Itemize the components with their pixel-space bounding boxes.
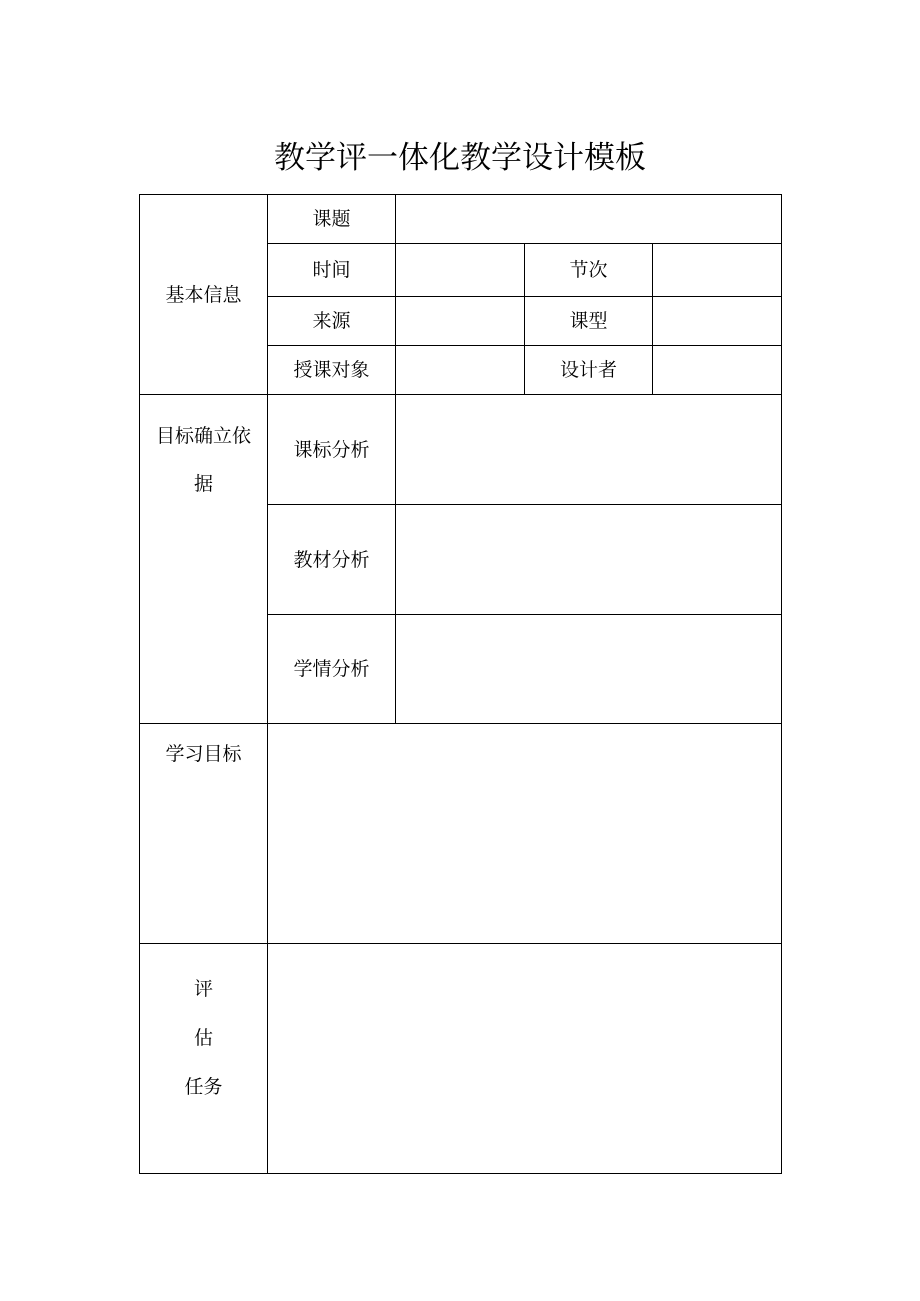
assessment-value xyxy=(268,1058,781,1059)
topic-value-cell[interactable] xyxy=(396,195,782,244)
table-row xyxy=(140,195,782,244)
learning-goals-value-cell[interactable] xyxy=(268,724,782,944)
time-value xyxy=(396,270,524,271)
textbook-analysis-label: 教材分析 xyxy=(268,505,396,615)
audience-label: 授课对象 xyxy=(268,346,396,395)
learning-goals-section-cell xyxy=(140,724,268,944)
topic-value xyxy=(396,219,781,220)
learner-analysis-label: 学情分析 xyxy=(268,615,396,724)
period-label: 节次 xyxy=(525,244,653,297)
lesson-type-value xyxy=(653,321,781,322)
basic-info-section-label: 基本信息 xyxy=(140,195,268,395)
audience-value xyxy=(396,370,524,371)
source-label: 来源 xyxy=(268,297,396,346)
learner-analysis-value-cell[interactable] xyxy=(396,615,782,724)
assessment-label-line-1: 评 xyxy=(193,978,213,1000)
assessment-label-line-3: 任务 xyxy=(184,1076,223,1098)
standards-analysis-value xyxy=(396,449,781,450)
designer-label: 设计者 xyxy=(525,346,653,395)
learning-goals-label: 学习目标 xyxy=(165,743,242,765)
textbook-analysis-value xyxy=(396,559,781,560)
topic-label: 课题 xyxy=(268,195,396,244)
time-label: 时间 xyxy=(268,244,396,297)
period-value-cell[interactable] xyxy=(653,244,782,297)
goal-basis-section-cell xyxy=(140,395,268,724)
time-value-cell[interactable] xyxy=(396,244,525,297)
table-row xyxy=(140,395,782,505)
goal-basis-section-label: 目标确立依据 xyxy=(155,425,251,495)
audience-value-cell[interactable] xyxy=(396,346,525,395)
assessment-section-cell xyxy=(140,944,268,1174)
assessment-label xyxy=(140,944,267,1112)
source-value xyxy=(396,321,524,322)
standards-analysis-value-cell[interactable] xyxy=(396,395,782,505)
designer-value-cell[interactable] xyxy=(653,346,782,395)
lesson-type-label: 课型 xyxy=(525,297,653,346)
source-value-cell[interactable] xyxy=(396,297,525,346)
table-row xyxy=(140,724,782,944)
page-title: 教学评一体化教学设计模板 xyxy=(274,140,646,176)
textbook-analysis-value-cell[interactable] xyxy=(396,505,782,615)
standards-analysis-label: 课标分析 xyxy=(268,395,396,505)
learner-analysis-value xyxy=(396,669,781,670)
learning-goals-value xyxy=(268,833,781,834)
assessment-label-line-2: 估 xyxy=(193,1027,213,1049)
period-value xyxy=(653,270,781,271)
assessment-value-cell[interactable] xyxy=(268,944,782,1174)
table-row xyxy=(140,944,782,1174)
designer-value xyxy=(653,370,781,371)
lesson-type-value-cell[interactable] xyxy=(653,297,782,346)
lesson-design-table xyxy=(139,194,782,1174)
